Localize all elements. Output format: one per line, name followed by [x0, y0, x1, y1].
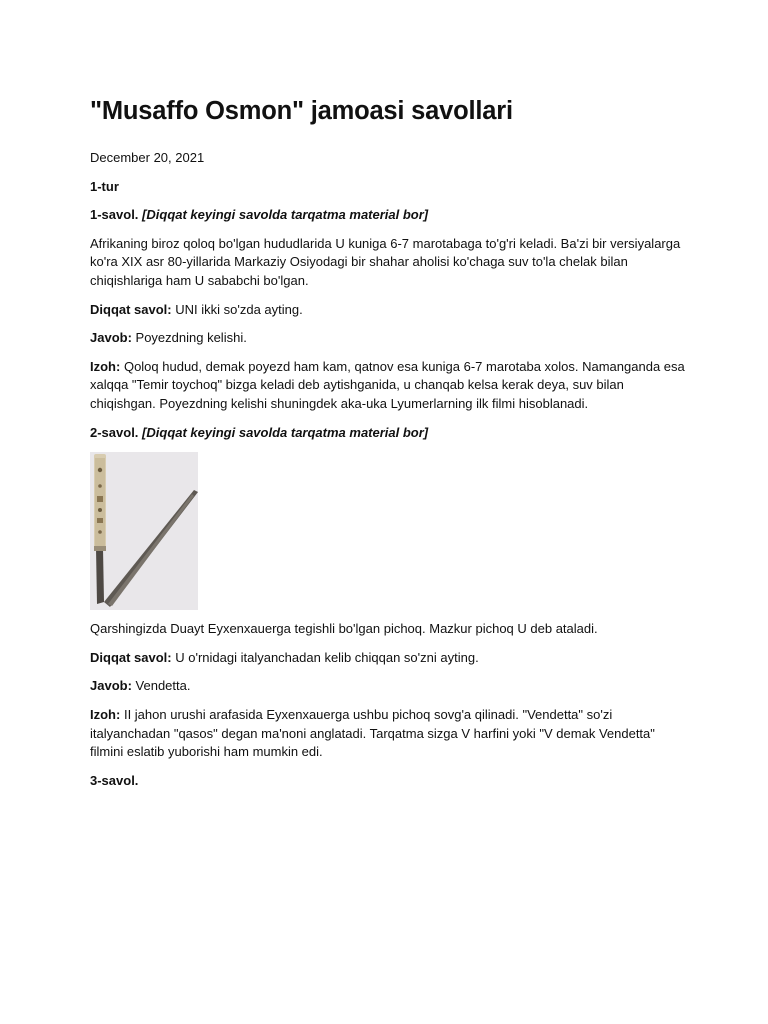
question-2-answer-text: Vendetta. — [135, 678, 191, 694]
question-2-answer — [90, 677, 690, 696]
knife-photo-icon — [90, 452, 198, 610]
document-content — [90, 94, 690, 800]
round-label-text: 1-tur — [90, 178, 119, 194]
question-2-note: [Diqqat keyingi savolda tarqatma material bor] — [142, 424, 429, 440]
question-2-label: 2-savol. — [90, 424, 139, 440]
round-label — [90, 178, 690, 197]
question-2-heading — [90, 424, 690, 443]
question-1-label: 1-savol. — [90, 207, 139, 223]
question-2-comment-text: II jahon urushi arafasida Eyxenxauerga ushbu pichoq sovg'a qilinadi. "Vendetta" so'zi italyanchadan "qasos" degan ma'noni anglatadi. Tarqatma sizga V harfini yoki "V demak Vendetta" filmini eslatib yuborishi ham mumkin edi. — [90, 706, 655, 760]
question-1-comment — [90, 358, 690, 414]
question-1-text: Afrikaning biroz qoloq bo'lgan hududlarida U kuniga 6-7 marotabaga to'g'ri keladi. Ba'zi bir versiyalarga ko'ra XIX asr 80-yillarida Markaziy Osiyodagi bir shahar aholisi ko'chaga suv to'la chelak bilan chiqishlariga ham U sababchi bo'lgan. — [90, 235, 681, 288]
question-1-note: [Diqqat keyingi savolda tarqatma material bor] — [142, 207, 429, 223]
question-1-attention — [90, 301, 690, 320]
question-2-text: Qarshingizda Duayt Eyxenxauerga tegishli bo'lgan pichoq. Mazkur pichoq U deb ataladi. — [90, 621, 598, 637]
question-1-attention-label: Diqqat savol: — [90, 301, 172, 317]
question-1-answer-text: Poyezdning kelishi. — [135, 330, 247, 346]
question-1-attention-text: UNI ikki so'zda ayting. — [175, 301, 303, 317]
question-2-attention — [90, 649, 690, 668]
question-3-label: 3-savol. — [90, 772, 139, 788]
question-1-answer — [90, 329, 690, 348]
question-1-comment-text: Qoloq hudud, demak poyezd ham kam, qatnov esa kuniga 6-7 marotaba xolos. Namanganda esa xalqqa "Temir toychoq" bizga keladi deb aytishganida, u chanqab kelsa kerak deya, suv bilan chiqishgan. Poyezdning kelishi shuningdek aka-uka Lyumerlarning ilk filmi hisoblanadi. — [90, 358, 685, 411]
question-2-attention-label: Diqqat savol: — [90, 649, 172, 665]
question-2-answer-label: Javob: — [90, 678, 132, 694]
page-title: "Musaffo Osmon" jamoasi savollari — [90, 97, 513, 125]
question-1-heading — [90, 206, 690, 225]
question-2-attention-text: U o'rnidagi italyanchadan kelib chiqqan so'zni ayting. — [175, 649, 479, 665]
question-2-comment — [90, 706, 690, 762]
date: December 20, 2021 — [90, 150, 205, 165]
question-1-answer-label: Javob: — [90, 330, 132, 346]
question-2-comment-label: Izoh: — [90, 706, 121, 722]
question-3-heading — [90, 772, 690, 791]
question-1-comment-label: Izoh: — [90, 358, 121, 374]
